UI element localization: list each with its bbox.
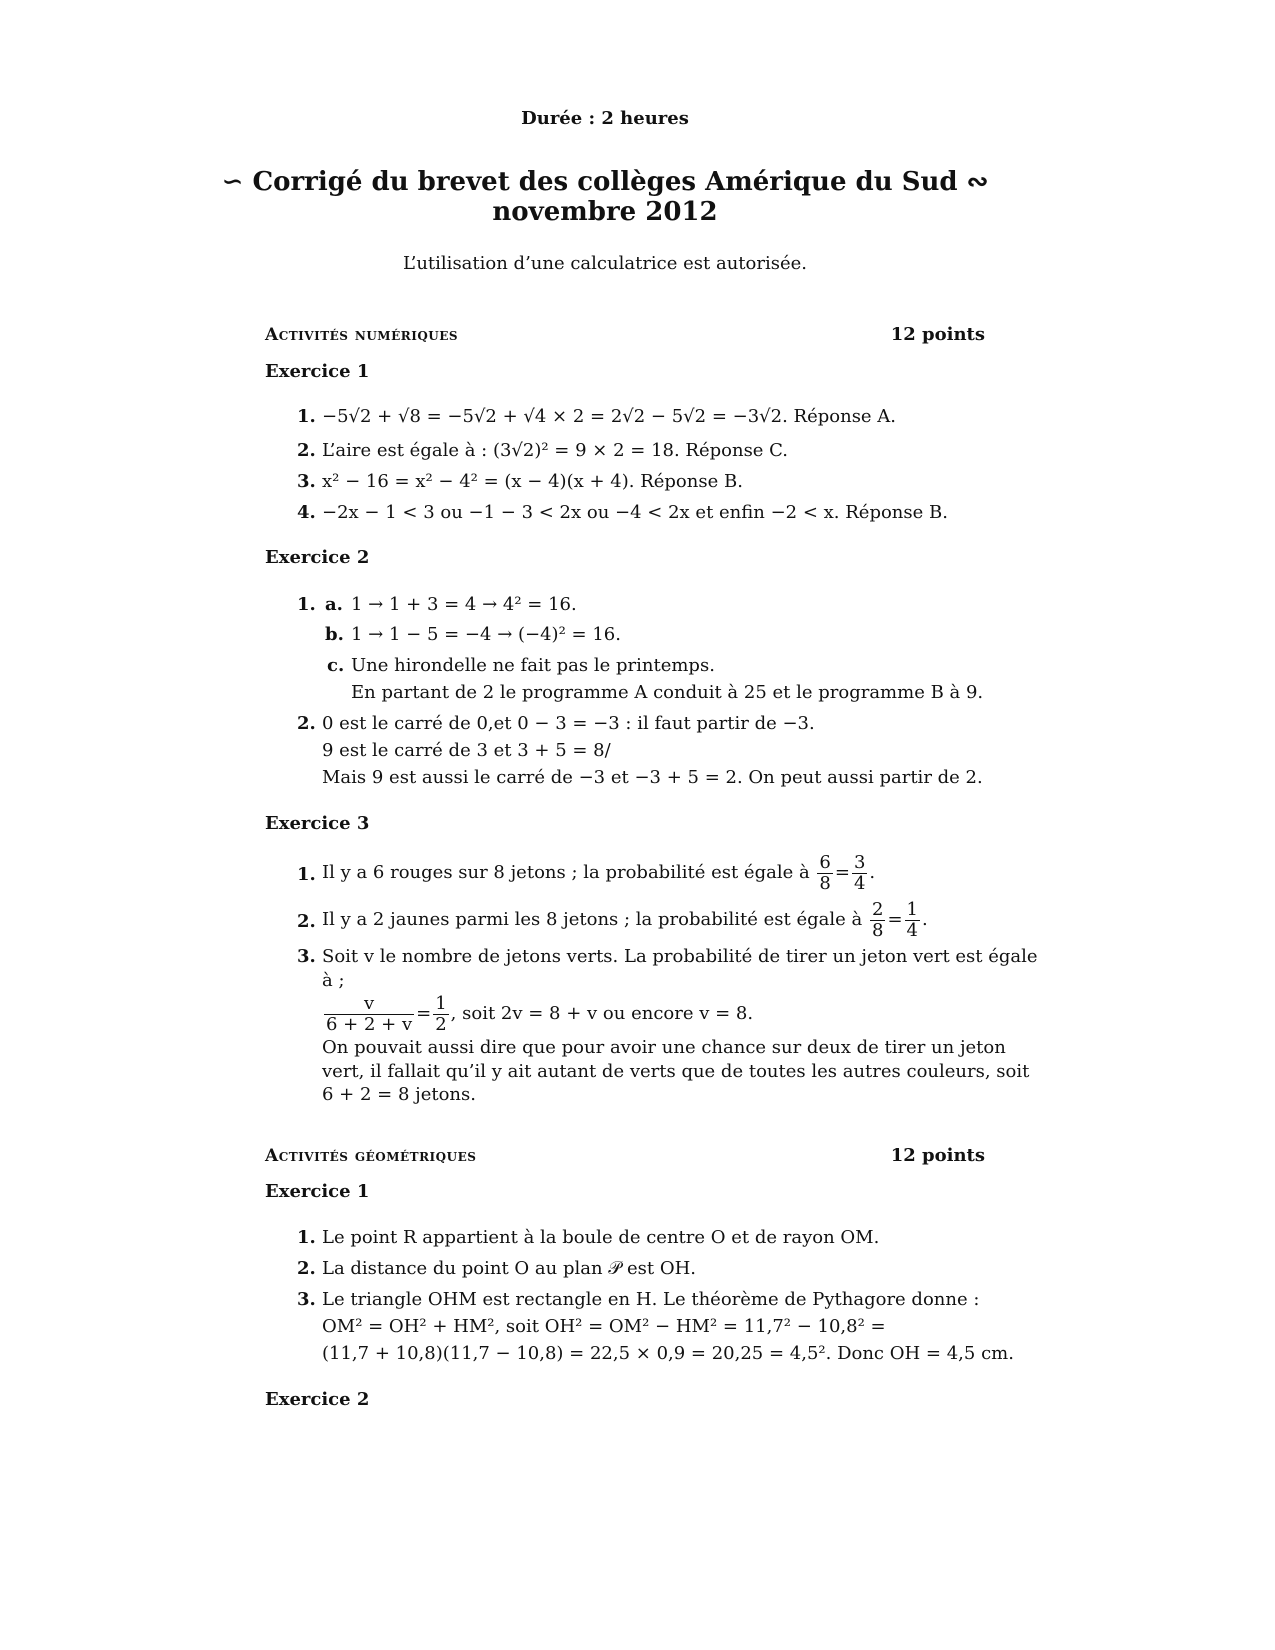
equation-text: , soit 2v = 8 + v ou encore v = 8. xyxy=(450,1003,754,1024)
section-heading-geometric: Activités géométriques xyxy=(265,1146,477,1166)
numerator: v xyxy=(324,994,414,1015)
item-text: x² − 16 = x² − 4² = (x − 4)(x + 4). Réponse B. xyxy=(322,471,743,492)
item-text xyxy=(322,992,753,1036)
exercise-title: Exercice 1 xyxy=(265,361,370,382)
exercise-title: Exercice 1 xyxy=(265,1181,370,1202)
item-text: Le triangle OHM est rectangle en H. Le théorème de Pythagore donne : xyxy=(322,1289,980,1310)
title-line1: Corrigé du brevet des collèges Amérique du Sud xyxy=(252,167,958,197)
item-text xyxy=(322,850,875,896)
fraction xyxy=(324,994,414,1035)
item-number: 1. xyxy=(297,1227,316,1248)
item-text: (11,7 + 10,8)(11,7 − 10,8) = 22,5 × 0,9 = 20,25 = 4,5². Donc OH = 4,5 cm. xyxy=(322,1343,1014,1364)
sub-item-label: a. xyxy=(325,594,343,615)
item-text: −5√2 + √8 = −5√2 + √4 × 2 = 2√2 − 5√2 = −3√2. Réponse A. xyxy=(322,406,897,427)
denominator: 8 xyxy=(819,872,831,894)
ornament-left-icon: ∽ xyxy=(221,167,244,197)
item-number: 1. xyxy=(297,864,316,885)
section-heading-numeric: Activités numériques xyxy=(265,325,459,345)
numerator: 2 xyxy=(871,898,884,920)
numerator: 6 xyxy=(819,851,831,873)
denominator: 4 xyxy=(853,872,866,894)
probability-text: Il y a 6 rouges sur 8 jetons ; la probabilité est égale à xyxy=(322,862,810,883)
item-number: 2. xyxy=(297,440,316,461)
item-text: La distance du point O au plan 𝒫 est OH. xyxy=(322,1258,697,1279)
fraction xyxy=(905,900,920,941)
exercise-title: Exercice 3 xyxy=(265,813,370,834)
fraction xyxy=(433,994,448,1035)
sub-item-label: b. xyxy=(325,624,344,645)
item-text: L’aire est égale à : (3√2)² = 9 × 2 = 18. Réponse C. xyxy=(322,440,789,461)
item-number: 3. xyxy=(297,1289,316,1310)
calculator-note: L’utilisation d’une calculatrice est autorisée. xyxy=(402,253,807,274)
exercise-title: Exercice 2 xyxy=(265,547,370,568)
item-number: 3. xyxy=(297,471,316,492)
page-title xyxy=(0,167,1210,197)
points-numeric: 12 points xyxy=(890,324,985,345)
item-text: OM² = OH² + HM², soit OH² = OM² − HM² = 11,7² − 10,8² = xyxy=(322,1316,886,1337)
period: . xyxy=(921,909,928,930)
denominator: 8 xyxy=(871,919,884,941)
fraction xyxy=(870,900,885,941)
item-text: Le point R appartient à la boule de centre O et de rayon OM. xyxy=(322,1227,880,1248)
equals-sign: = xyxy=(834,862,850,883)
fraction xyxy=(817,853,832,894)
item-number: 3. xyxy=(297,946,316,967)
denominator: 4 xyxy=(906,919,918,941)
item-number: 1. xyxy=(297,594,316,615)
item-number: 2. xyxy=(297,713,316,734)
equals-sign: = xyxy=(416,1003,432,1024)
period: . xyxy=(869,862,876,883)
numerator: 3 xyxy=(853,851,866,873)
exercise-title: Exercice 2 xyxy=(265,1389,370,1410)
sub-item-text: Une hirondelle ne fait pas le printemps. xyxy=(351,655,715,676)
points-geometric: 12 points xyxy=(890,1145,985,1166)
item-number: 1. xyxy=(297,406,316,427)
item-text: −2x − 1 < 3 ou −1 − 3 < 2x ou −4 < 2x et enfin −2 < x. Réponse B. xyxy=(322,502,948,523)
item-text: 6 + 2 = 8 jetons. xyxy=(322,1084,476,1105)
denominator: 6 + 2 + v xyxy=(326,1013,413,1035)
item-text: 0 est le carré de 0,et 0 − 3 = −3 : il faut partir de −3. xyxy=(322,713,815,734)
item-text: Mais 9 est aussi le carré de −3 et −3 + 5 = 2. On peut aussi partir de 2. xyxy=(322,767,983,788)
item-text: On pouvait aussi dire que pour avoir une chance sur deux de tirer un jeton xyxy=(322,1037,1006,1058)
fraction xyxy=(852,853,867,894)
item-text: Soit v le nombre de jetons verts. La probabilité de tirer un jeton vert est égale xyxy=(322,946,1038,967)
item-number: 4. xyxy=(297,502,316,523)
item-text: à ; xyxy=(322,970,345,991)
equals-sign: = xyxy=(887,909,903,930)
title-line2: novembre 2012 xyxy=(492,197,718,227)
ornament-right-icon: ∾ xyxy=(966,167,989,197)
numerator: 1 xyxy=(906,898,918,920)
denominator: 2 xyxy=(435,1013,447,1035)
sub-item-label: c. xyxy=(327,655,345,676)
sub-item-text: 1 → 1 + 3 = 4 → 4² = 16. xyxy=(351,594,577,615)
probability-text: Il y a 2 jaunes parmi les 8 jetons ; la probabilité est égale à xyxy=(322,909,863,930)
sub-item-text: En partant de 2 le programme A conduit à 25 et le programme B à 9. xyxy=(351,682,984,703)
numerator: 1 xyxy=(435,992,447,1014)
item-text xyxy=(322,897,928,943)
item-text: vert, il fallait qu’il y ait autant de verts que de toutes les autres couleurs, soit xyxy=(322,1061,1030,1082)
item-text: 9 est le carré de 3 et 3 + 5 = 8/ xyxy=(322,740,611,761)
duration: Durée : 2 heures xyxy=(521,108,689,129)
item-number: 2. xyxy=(297,1258,316,1279)
item-number: 2. xyxy=(297,911,316,932)
sub-item-text: 1 → 1 − 5 = −4 → (−4)² = 16. xyxy=(351,624,621,645)
